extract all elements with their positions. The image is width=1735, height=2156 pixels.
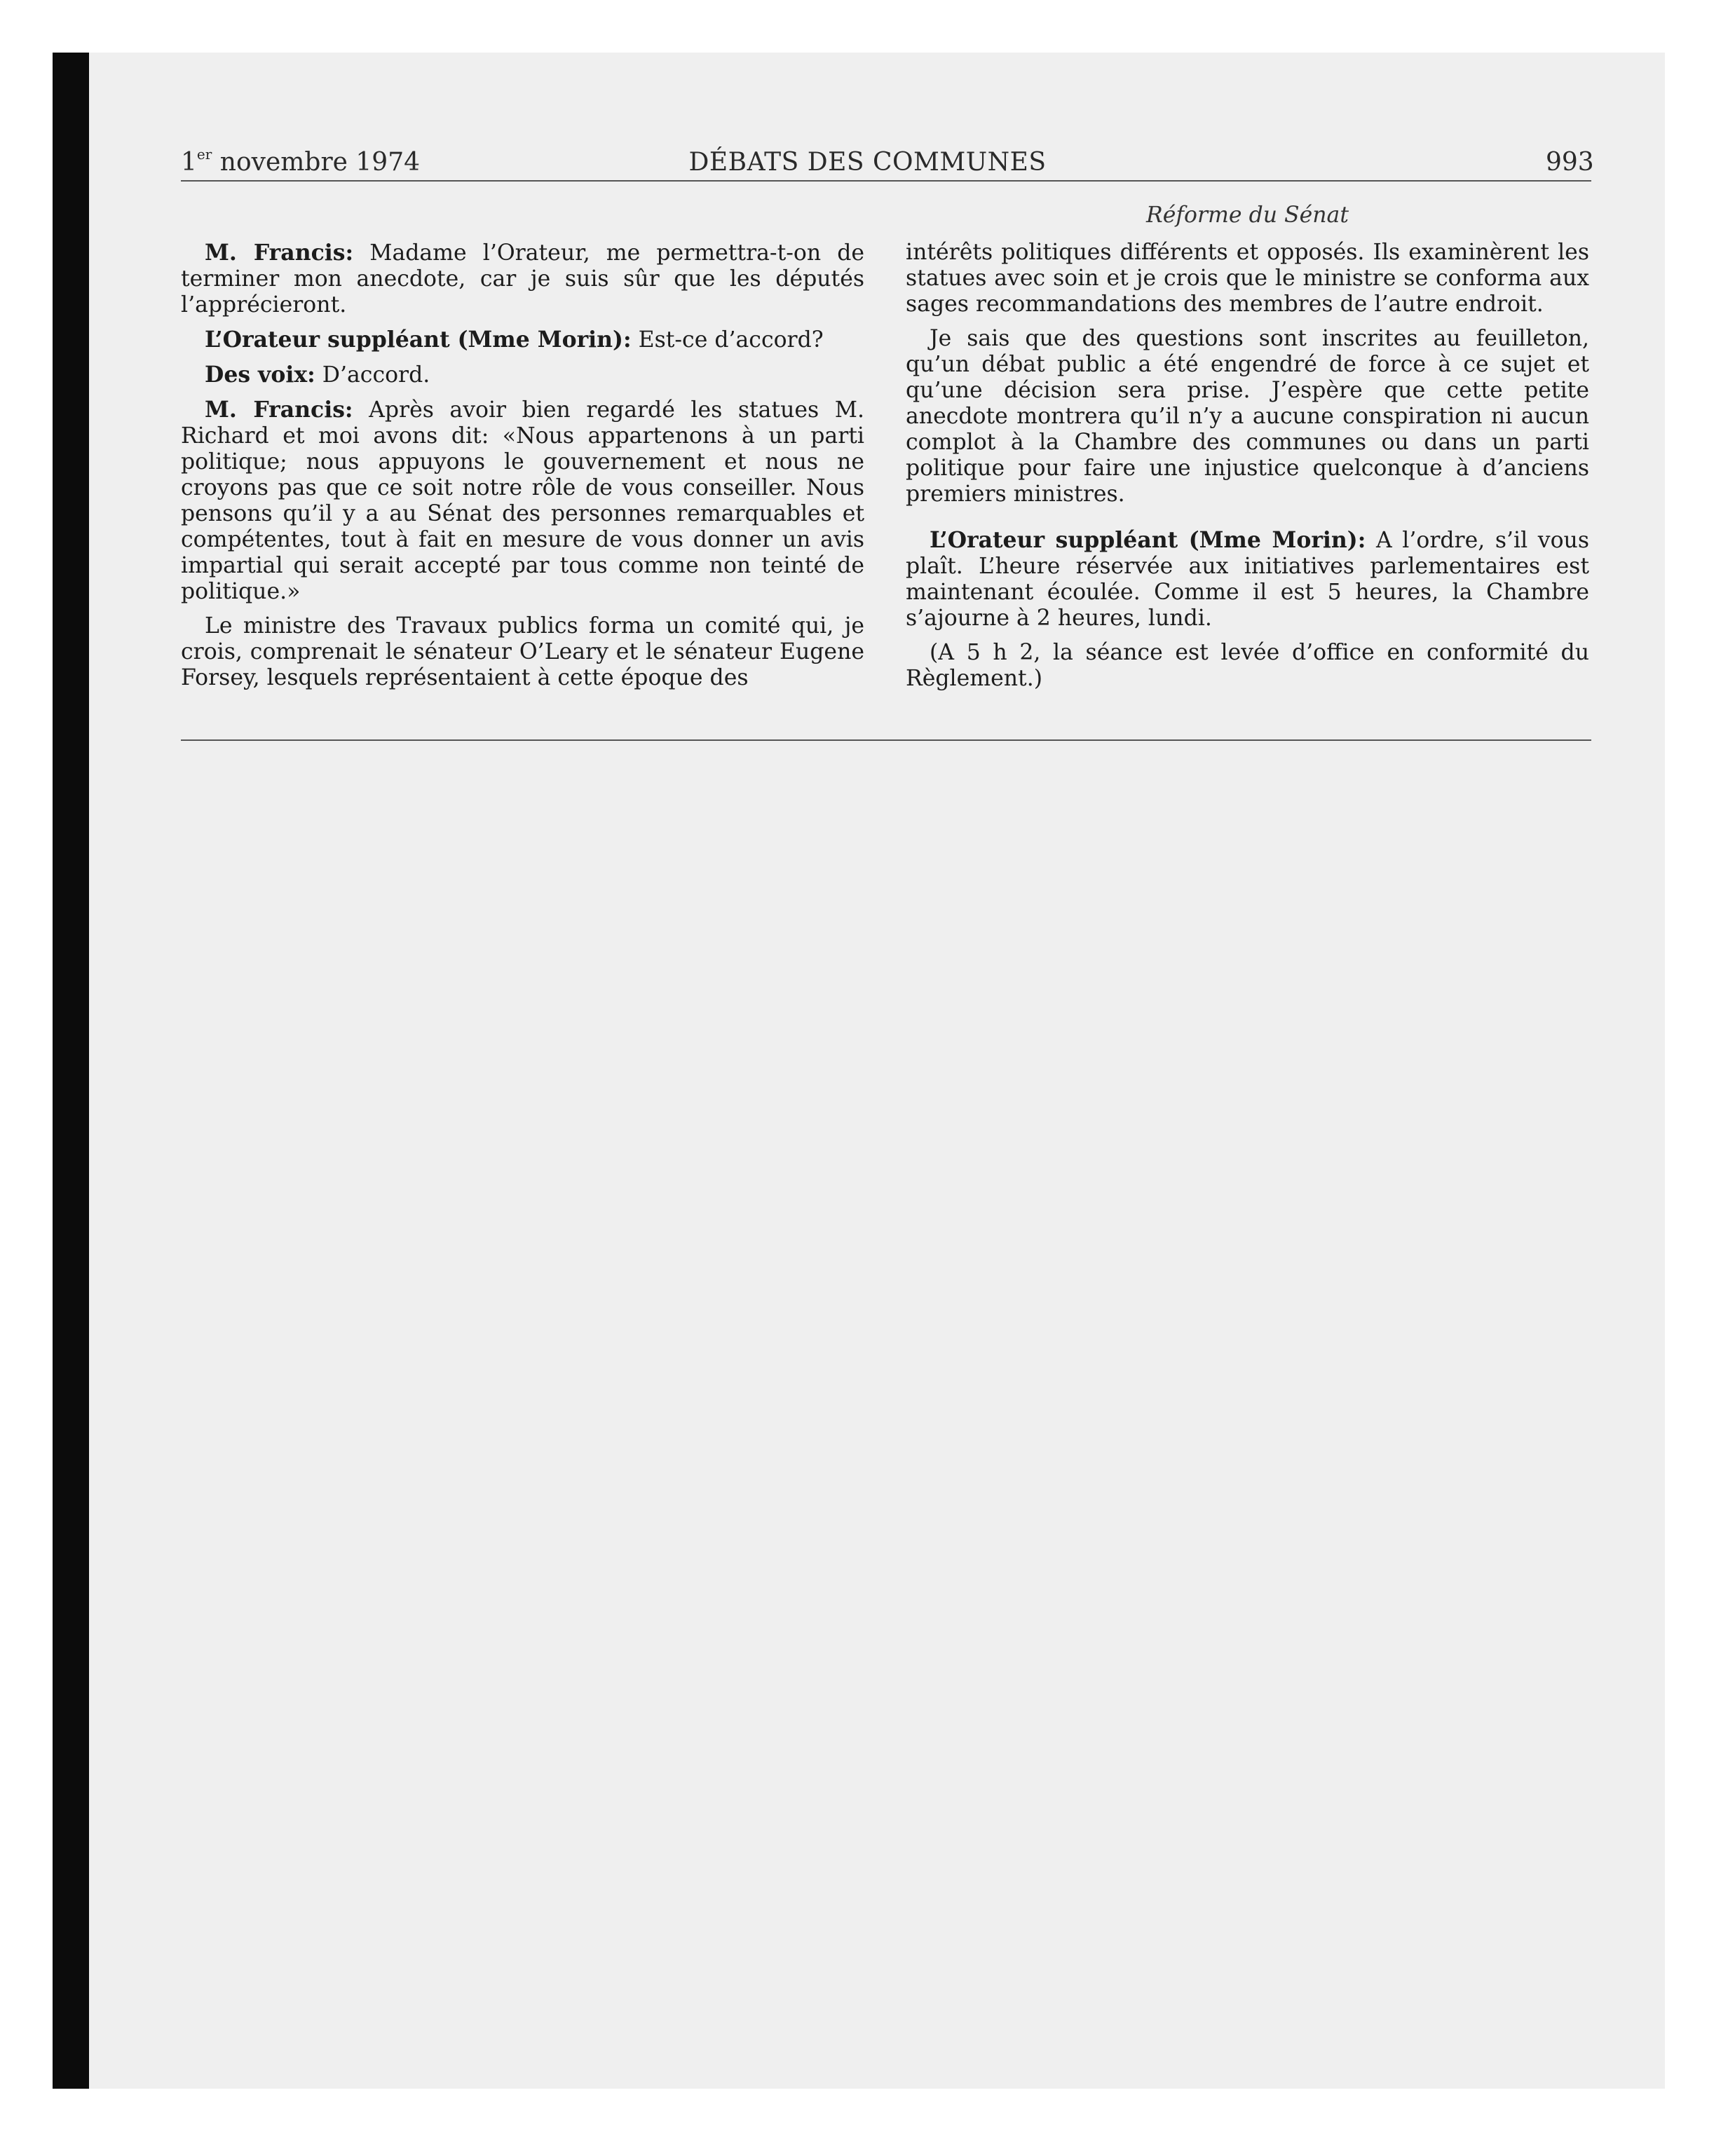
speaker-name: L’Orateur suppléant (Mme Morin):	[205, 327, 632, 353]
paragraph-text: (A 5 h 2, la séance est levée d’office en conformité du Règlement.)	[906, 640, 1589, 691]
header-page-number: 993	[1546, 148, 1594, 177]
paragraph	[181, 397, 864, 605]
paragraph-text: Après avoir bien regardé les statues M. Richard et moi avons dit: «Nous appartenons à un parti politique; nous appuyons le gouvernement et nous ne croyons pas que ce soit notre rôle de vous conseiller. Nous pensons qu’il y a au Sénat des personnes remarquables et compétentes, tout à fait en mesure de vous donner un avis impartial qui serait accepté par tous comme non teinté de politique.»	[181, 397, 864, 604]
paragraph-text: Est-ce d’accord?	[631, 327, 824, 353]
paragraph-text: intérêts politiques différents et opposés. Ils examinèrent les statues avec soin et je crois que le ministre se conforma aux sages recommandations des membres de l’autre endroit.	[906, 240, 1589, 317]
header-rule	[181, 180, 1591, 182]
right-column	[906, 240, 1589, 695]
speaker-name: Des voix:	[205, 362, 315, 388]
paragraph-text: D’accord.	[315, 362, 430, 388]
paragraph	[906, 640, 1589, 692]
speaker-name: L’Orateur suppléant (Mme Morin):	[930, 527, 1366, 553]
running-head: Réforme du Sénat	[1146, 203, 1349, 228]
speaker-name: M. Francis:	[205, 397, 353, 423]
paragraph-text: Je sais que des questions sont inscrites au feuilleton, qu’un débat public a été engendré de force à ce sujet et qu’une décision sera prise. J’espère que cette petite anecdote montrera qu’il n’y a aucune conspiration ni aucun complot à la Chambre des communes ou dans un parti politique pour faire une injustice quelconque à d’anciens premiers ministres.	[906, 326, 1589, 507]
left-column	[181, 240, 864, 694]
paragraph-text: Madame l’Orateur, me permettra-t-on de terminer mon anecdote, car je suis sûr que les députés l’apprécieront.	[181, 240, 865, 318]
section-end-rule	[181, 739, 1591, 741]
speaker-name: M. Francis:	[205, 240, 354, 266]
paragraph-text: A l’ordre, s’il vous plaît. L’heure réservée aux initiatives parlementaires est maintenant écoulée. Comme il est 5 heures, la Chambre s’ajourne à 2 heures, lundi.	[906, 528, 1590, 631]
paragraph	[906, 527, 1589, 632]
paragraph	[181, 327, 864, 353]
header-date: 1er novembre 1974	[181, 146, 421, 177]
header-title: DÉBATS DES COMMUNES	[688, 148, 1047, 177]
paragraph	[906, 326, 1589, 507]
paragraph	[181, 613, 864, 691]
paragraph-text: Le ministre des Travaux publics forma un comité qui, je crois, comprenait le sénateur O’Leary et le sénateur Eugene Forsey, lesquels représentaient à cette époque des	[181, 613, 864, 690]
paragraph	[181, 362, 864, 388]
paragraph	[181, 240, 864, 318]
scan-edge-shadow	[53, 53, 89, 2089]
paragraph	[906, 240, 1589, 318]
